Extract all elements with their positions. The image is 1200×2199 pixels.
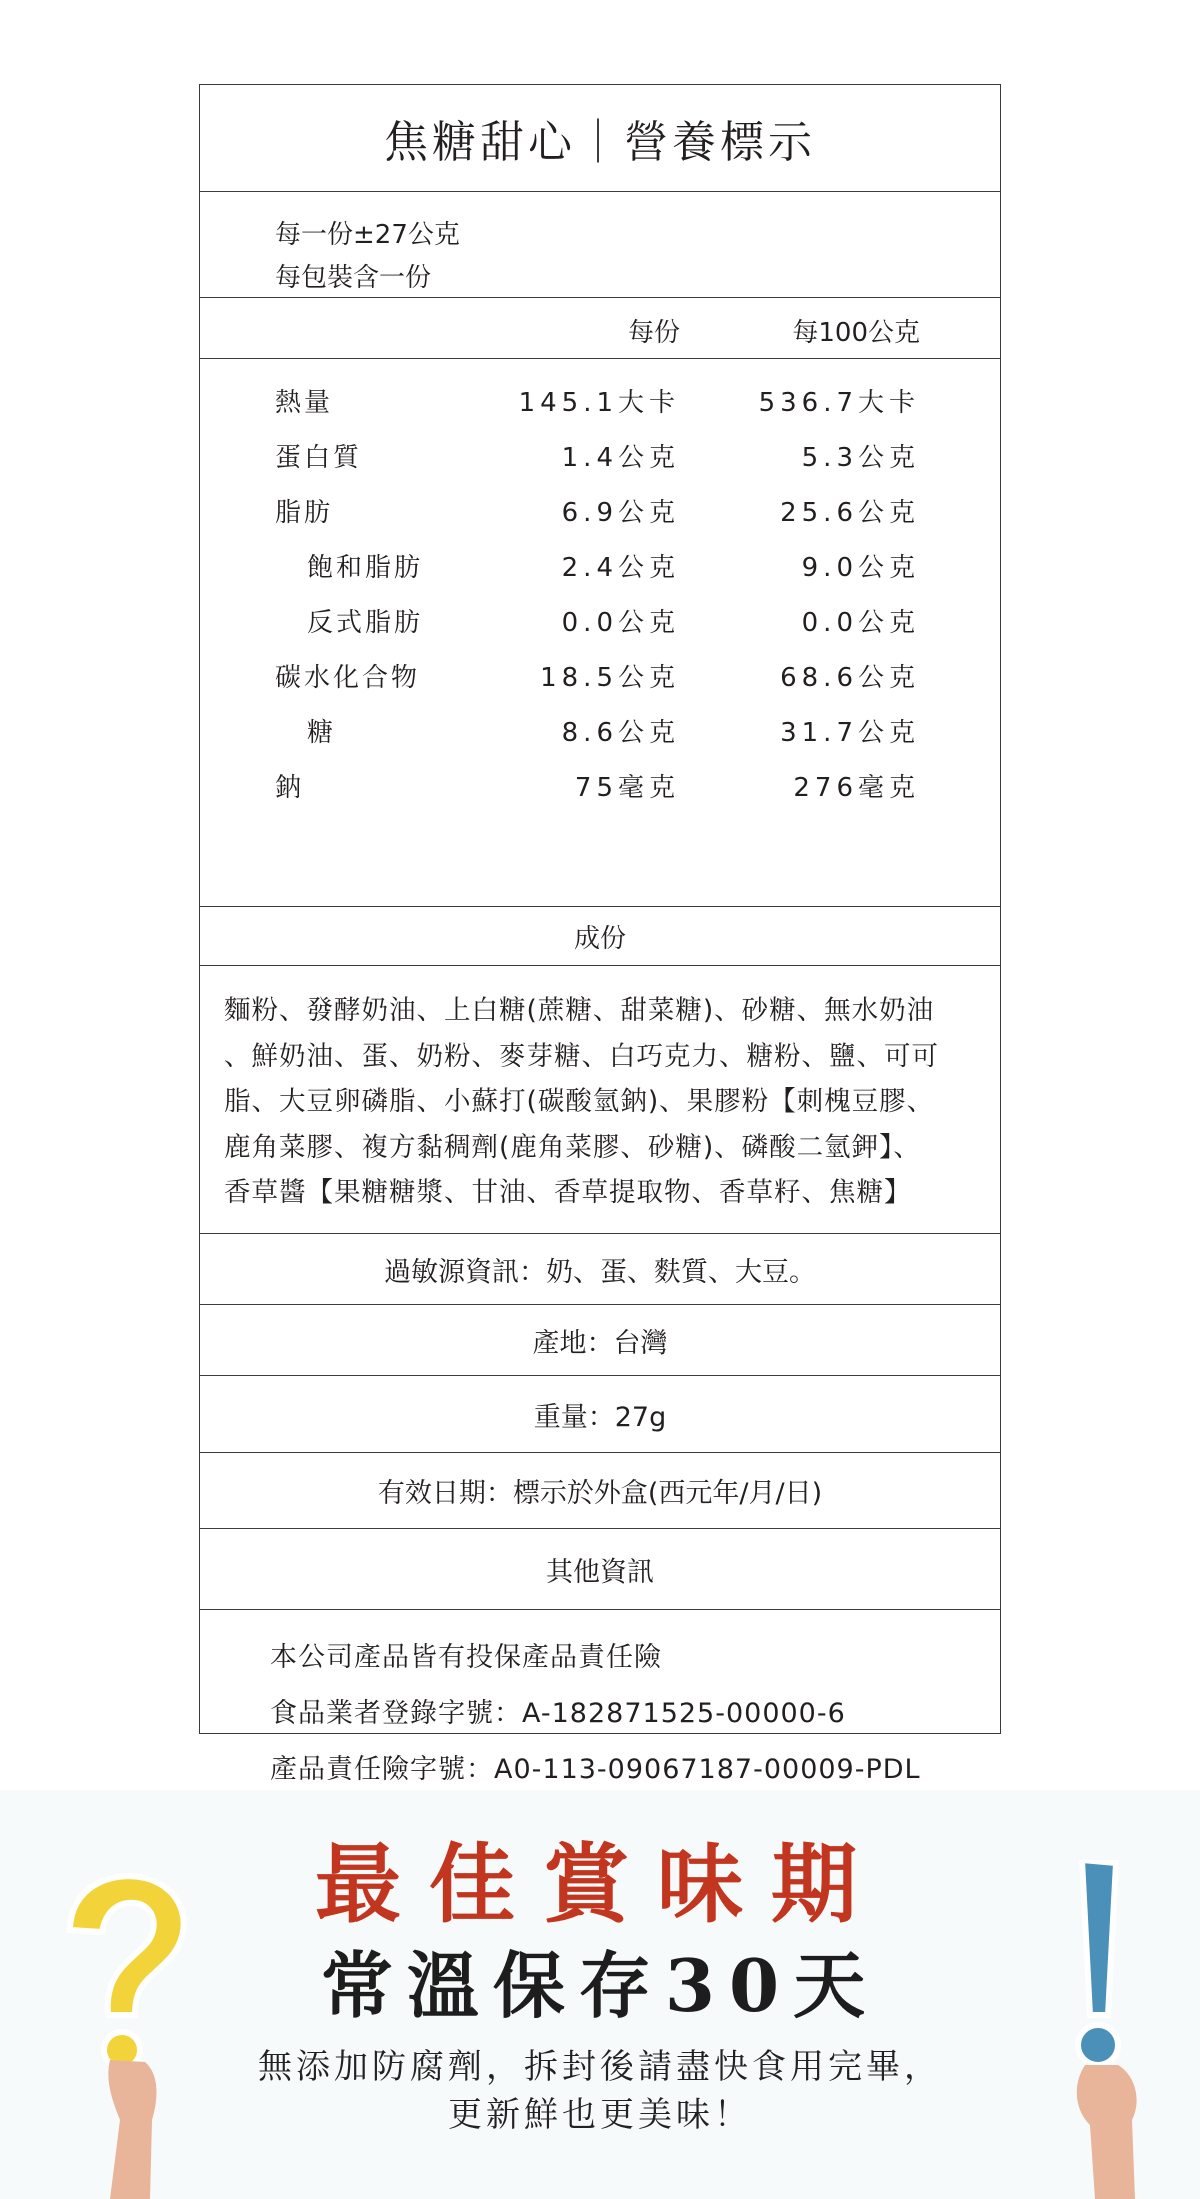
nutrient-per-100g: 68.6公克 (780, 663, 920, 693)
nutrient-name: 脂肪 (275, 498, 334, 528)
nutrient-row (200, 700, 1000, 755)
shelf-life-note-line: 無添加防腐劑，拆封後請盡快食用完畢， (258, 2047, 942, 2087)
ingredients-list (200, 966, 1000, 1234)
servings-per-pack: 每包裝含一份 (275, 263, 432, 293)
col-per-100g: 每100公克 (792, 318, 920, 348)
other-info-heading: 其他資訊 (200, 1529, 1000, 1610)
origin-info: 產地：台灣 (200, 1305, 1000, 1376)
ingredients-line: 、鮮奶油、蛋、奶粉、麥芽糖、白巧克力、糖粉、鹽、可可 (224, 1040, 939, 1072)
nutrient-per-100g: 536.7大卡 (758, 388, 920, 418)
nutrient-name: 鈉 (275, 773, 305, 803)
nutrient-per-serving: 2.4公克 (561, 553, 680, 583)
nutrient-per-100g: 25.6公克 (780, 498, 920, 528)
label-title: 焦糖甜心｜營養標示 (200, 85, 1000, 192)
nutrient-per-100g: 276毫克 (793, 773, 920, 803)
serving-info (200, 192, 1000, 298)
nutrient-per-serving: 1.4公克 (561, 443, 680, 473)
nutrient-per-serving: 8.6公克 (561, 718, 680, 748)
shelf-life-promo (0, 1790, 1200, 2199)
nutrition-table (200, 359, 1000, 907)
nutrient-per-100g: 0.0公克 (801, 608, 920, 638)
allergen-info: 過敏源資訊：奶、蛋、麩質、大豆。 (200, 1234, 1000, 1305)
nutrient-name: 反式脂肪 (307, 608, 424, 638)
nutrient-per-100g: 5.3公克 (801, 443, 920, 473)
nutrient-row (200, 645, 1000, 700)
nutrient-name: 熱量 (275, 388, 334, 418)
ingredients-line: 脂、大豆卵磷脂、小蘇打(碳酸氫鈉)、果膠粉【刺槐豆膠、 (224, 1086, 935, 1117)
expiry-info: 有效日期：標示於外盒(西元年/月/日) (200, 1453, 1000, 1529)
other-info-line: 本公司產品皆有投保產品責任險 (270, 1642, 662, 1673)
nutrient-row (200, 370, 1000, 425)
nutrient-row (200, 425, 1000, 480)
ingredients-line: 麵粉、發酵奶油、上白糖(蔗糖、甜菜糖)、砂糖、無水奶油 (224, 995, 935, 1026)
weight-info: 重量：27g (200, 1376, 1000, 1453)
ingredients-heading: 成份 (200, 907, 1000, 966)
shelf-life-subtitle: 常溫保存30天 (320, 1943, 880, 2028)
nutrient-name: 碳水化合物 (275, 663, 421, 693)
nutrient-per-serving: 75毫克 (574, 773, 680, 803)
col-per-serving: 每份 (627, 318, 680, 348)
shelf-life-title: 最佳賞味期 (315, 1834, 885, 1935)
nutrient-per-serving: 145.1大卡 (518, 388, 680, 418)
nutrient-per-serving: 18.5公克 (540, 663, 680, 693)
nutrient-row (200, 590, 1000, 645)
nutrition-header (200, 298, 1000, 359)
nutrient-per-100g: 9.0公克 (801, 553, 920, 583)
other-info-line: 產品責任險字號：A0-113-09067187-00009-PDL (270, 1754, 921, 1785)
nutrient-row (200, 755, 1000, 810)
nutrient-per-serving: 0.0公克 (561, 608, 680, 638)
nutrient-row (200, 480, 1000, 535)
serving-size: 每一份±27公克 (275, 220, 460, 250)
nutrient-name: 糖 (307, 718, 337, 748)
other-info-line: 食品業者登錄字號：A-182871525-00000-6 (270, 1698, 846, 1729)
nutrient-name: 蛋白質 (275, 443, 363, 473)
nutrient-row (200, 535, 1000, 590)
ingredients-line: 鹿角菜膠、複方黏稠劑(鹿角菜膠、砂糖)、磷酸二氫鉀】、 (224, 1131, 921, 1163)
shelf-life-note-line: 更新鮮也更美味！ (448, 2095, 752, 2135)
nutrient-per-100g: 31.7公克 (780, 718, 920, 748)
nutrition-label (199, 84, 1001, 1785)
ingredients-line: 香草醬【果糖糖漿、甘油、香草提取物、香草籽、焦糖】 (224, 1177, 912, 1208)
nutrient-name: 飽和脂肪 (307, 553, 424, 583)
other-info (200, 1610, 1000, 1785)
nutrient-per-serving: 6.9公克 (561, 498, 680, 528)
